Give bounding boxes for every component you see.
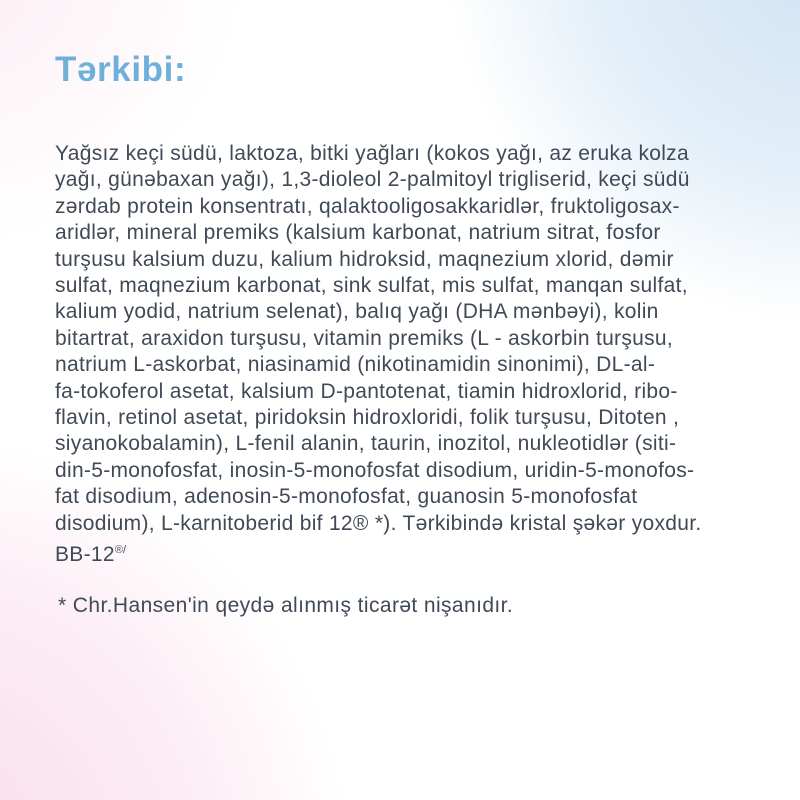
trademark-footnote: * Chr.Hansen'in qeydə alınmış ticarət nişanıdır. <box>58 594 514 617</box>
ingredients-paragraph <box>55 141 755 569</box>
page-title: Tərkibi: <box>55 50 187 89</box>
ingredients-line: natrium L-askorbat, niasinamid (nikotinamidin sinonimi), DL-al- <box>55 353 656 377</box>
ingredients-line: aridlər, mineral premiks (kalsium karbonat, natrium sitrat, fosfor <box>55 221 661 245</box>
ingredients-line: kalium yodid, natrium selenat), balıq yağı (DHA mənbəyi), kolin <box>55 300 659 324</box>
ingredients-line-bb12 <box>55 537 755 568</box>
ingredients-line: Yağsız keçi südü, laktoza, bitki yağları (kokos yağı, az eruka kolza <box>55 142 689 165</box>
ingredients-line: sulfat, maqnezium karbonat, sink sulfat, mis sulfat, manqan sulfat, <box>55 274 688 298</box>
ingredients-line: turşusu kalsium duzu, kalium hidroksid, maqnezium xlorid, dəmir <box>55 247 674 271</box>
ingredients-line: fa-tokoferol asetat, kalsium D-pantotenat, tiamin hidroxlorid, ribo- <box>55 379 678 403</box>
ingredients-line: yağı, günəbaxan yağı), 1,3-dioleol 2-palmitoyl trigliserid, keçi südü <box>55 168 690 192</box>
bb12-superscript: ®/ <box>114 544 127 557</box>
ingredients-line: bitartrat, araxidon turşusu, vitamin premiks (L - askorbin turşusu, <box>55 326 674 350</box>
ingredients-line: zərdab protein konsentratı, qalaktooligosakkaridlər, fruktoligosax- <box>55 194 680 218</box>
ingredients-line: flavin, retinol asetat, piridoksin hidroxloridi, folik turşusu, Ditoten , <box>55 406 680 430</box>
bb12-text: BB-12 <box>55 543 115 567</box>
ingredients-line: din-5-monofosfat, inosin-5-monofosfat disodium, uridin-5-monofos- <box>55 458 695 482</box>
ingredients-line: fat disodium, adenosin-5-monofosfat, guanosin 5-monofosfat <box>55 485 638 509</box>
ingredients-line: siyanokobalamin), L-fenil alanin, taurin, inozitol, nukleotidlər (siti- <box>55 432 677 456</box>
ingredients-line: disodium), L-karnitoberid bif 12® *). Tərkibində kristal şəkər yoxdur. <box>55 511 702 535</box>
ingredients-lines <box>55 141 755 537</box>
